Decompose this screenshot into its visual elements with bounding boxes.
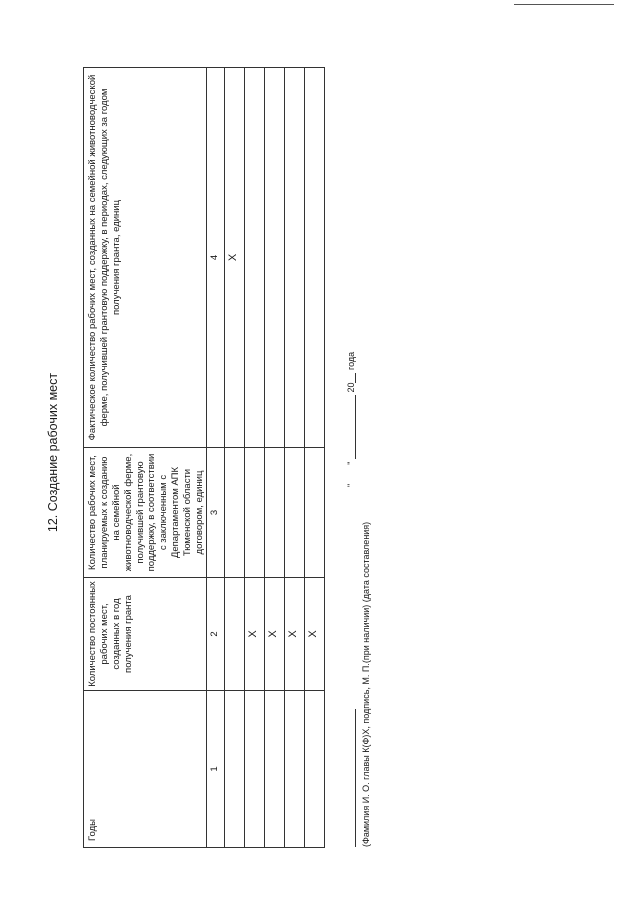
header-planned-jobs: Количество рабочих мест, планируемых к созданию на семейной животноводческой ферме, получившей грантовую поддержку, в соответствии с заключенным с Департаментом АПК Тюменской области договором, единиц [84, 448, 207, 578]
column-number: 4 [206, 68, 224, 448]
signature-block [345, 287, 371, 847]
column-number: 2 [206, 578, 224, 691]
table-header-row [84, 68, 207, 848]
column-numbers-row [206, 68, 224, 848]
table-cell [304, 691, 324, 848]
column-number: 3 [206, 448, 224, 578]
table-row [224, 68, 244, 848]
signature-caption-row [361, 522, 371, 847]
table-cell: X [224, 68, 244, 448]
table-cell: X [284, 578, 304, 691]
header-permanent-jobs: Количество постоянных рабочих мест, созданных в год получения гранта [84, 578, 207, 691]
table-row [264, 68, 284, 848]
table-cell [244, 691, 264, 848]
table-cell: X [304, 578, 324, 691]
year-prefix: 20 [346, 382, 356, 393]
table-cell [264, 691, 284, 848]
table-cell [284, 448, 304, 578]
table-row [244, 68, 264, 848]
table-cell [224, 691, 244, 848]
quote-close: " [346, 461, 356, 465]
table-cell [304, 448, 324, 578]
table-cell [224, 448, 244, 578]
table-cell: X [244, 578, 264, 691]
table-cell [244, 68, 264, 448]
table-cell [284, 68, 304, 448]
job-creation-table [83, 67, 325, 848]
section-title: 12. Создание рабочих мест [46, 372, 60, 533]
table-cell [244, 448, 264, 578]
table-cell [264, 448, 284, 578]
year-blank [345, 373, 356, 383]
year-suffix: года [346, 351, 356, 370]
table-cell: X [264, 578, 284, 691]
table-cell [284, 691, 304, 848]
date-caption: (дата составления) [361, 521, 371, 603]
signature-line [345, 709, 356, 847]
table-cell [304, 68, 324, 448]
quote-open: " [346, 483, 356, 487]
table-row [304, 68, 324, 848]
column-number: 1 [206, 691, 224, 848]
signature-caption: (Фамилия И. О. главы К(Ф)Х, подпись, М. П.(при наличии) [361, 604, 371, 847]
table-cell [264, 68, 284, 448]
date-line [345, 352, 356, 487]
table-row [284, 68, 304, 848]
table-cell [224, 578, 244, 691]
header-actual-jobs: Фактическое количество рабочих мест, созданных на семейной животноводческой ферме, получившей грантовую поддержку, в периодах, следующих за годом получения гранта, единиц [84, 68, 207, 448]
month-blank [345, 395, 356, 459]
header-years: Годы [84, 691, 207, 848]
